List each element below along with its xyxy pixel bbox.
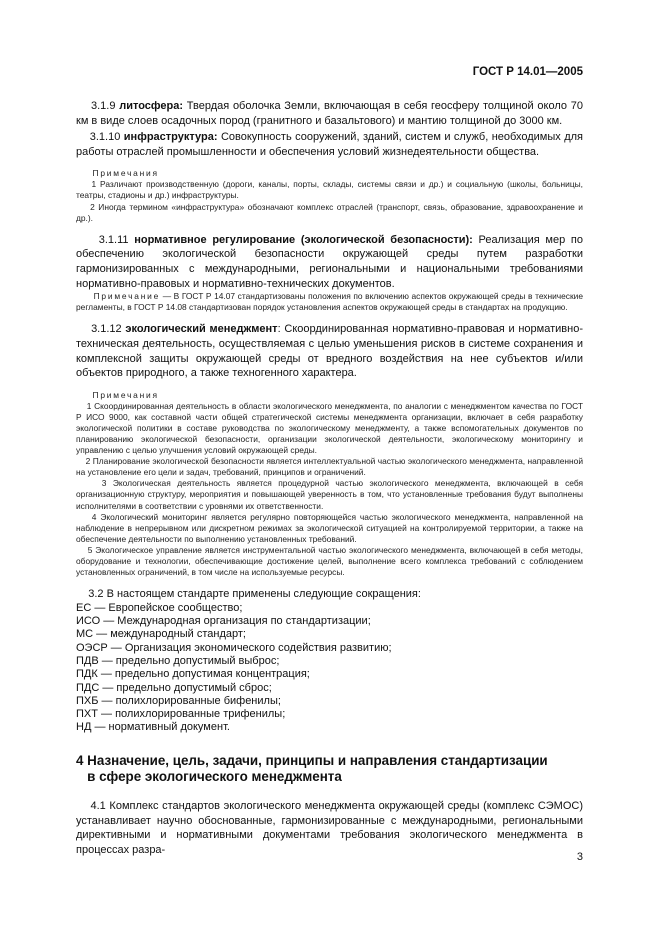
note-text: — В ГОСТ Р 14.07 стандартизованы положения по включению аспектов окружающей среды в технические регламенты, в ГОСТ Р 14.08 стандартизован порядок установления аспектов окружающей среды в стандартах на продукцию. xyxy=(76,291,583,313)
notes-heading: Примечания xyxy=(76,168,159,179)
note-label: Примечание xyxy=(76,291,161,302)
document-header: ГОСТ Р 14.01—2005 xyxy=(472,66,583,78)
abbreviation-item: ИСО — Международная организация по стандартизации; xyxy=(76,615,371,628)
note-item: 2 Планирование экологической безопасности является интеллектуальной частью экологического менеджмента, направленной на установление его цели и задач, требований, принципов и ограничений. xyxy=(76,456,583,478)
note-item: 4 Экологический мониторинг является регулярно повторяющейся частью экологического менеджмента, направленной на наблюдение в непрерывном или дискретном режимах за экологической ситуацией на контролируемой территории, а также на обеспечение деятельности по выполнению установленных требований. xyxy=(76,511,583,544)
notes-infrastructure xyxy=(76,168,583,223)
abbreviations-list xyxy=(76,602,583,735)
definition-3-1-9 xyxy=(76,99,583,128)
abbreviation-item: ПДК — предельно допустимая концентрация; xyxy=(76,668,310,681)
page-number: 3 xyxy=(576,851,583,863)
section-title-line: в сфере экологического менеджмента xyxy=(76,769,342,785)
definition-3-1-11 xyxy=(76,233,583,291)
definition-term: экологический менеджмент xyxy=(125,323,278,336)
section-4-heading xyxy=(76,753,583,786)
notes-management xyxy=(76,390,583,579)
definition-term: литосфера: xyxy=(119,100,184,112)
definition-3-1-10 xyxy=(76,130,583,159)
note-item: 1 Различают производственную (дороги, каналы, порты, склады, системы связи и др.) и социальную (школы, больницы, театры, стадионы и др.) инфраструктуры. xyxy=(76,179,583,201)
definition-text: Реализация мер по обеспечению экологической безопасности окружающей среды путем разработки гармонизированных с международными, региональными и национальными требованиями нормативно-правовых и нормативно-технических документов. xyxy=(76,233,583,290)
definition-3-1-12 xyxy=(76,322,583,380)
abbreviation-item: ПДС — предельно допустимый сброс; xyxy=(76,681,272,694)
section-title-line: 4 Назначение, цель, задачи, принципы и направления стандартизации xyxy=(76,752,548,768)
abbreviation-item: МС — международный стандарт; xyxy=(76,628,246,641)
abbreviation-item: ЕС — Европейское сообщество; xyxy=(76,601,243,614)
abbreviation-item: ПХБ — полихлорированные бифенилы; xyxy=(76,694,281,707)
note-item: 5 Экологическое управление является инструментальной частью экологического менеджмента, включающей в себя методы, оборудование и технологии, обеспечивающие достижение целей, выполнение всего комплекса требований с соблюдением установленных ограничений, в том числе на используемые ресурсы. xyxy=(76,544,583,578)
abbreviation-item: ПДВ — предельно допустимый выброс; xyxy=(76,654,280,667)
note-item: 3 Экологическая деятельность является процедурной частью экологического менеджмента, включающей в себя организационную структуру, мероприятия и повышающей уверенность в том, что установленные требования будут выполнены исполнителями в соответствии с уровнями их ответственности. xyxy=(76,478,583,511)
paragraph-4-1: 4.1 Комплекс стандартов экологического менеджмента окружающей среды (комплекс СЭМОС) устанавливает научно обоснованные, гармонизированные с международными, региональными директивными и нормативными документами требования экологического менеджмента в процессах разра- xyxy=(76,799,583,856)
note-item: 2 Иногда термином «инфраструктура» обозначают комплекс отраслей (транспорт, связь, образование, здравоохранение и др.). xyxy=(76,201,583,223)
definition-number: 3.1.11 xyxy=(76,233,135,246)
definition-text: : Скоординированная нормативно-правовая и нормативно-техническая деятельность, осуществляемая с целью уменьшения рисков в системе сохранения и комплексной защиты окружающей среды от вредного воздействия на нее субъектов и/или объектов природного, а также техногенного характера. xyxy=(76,323,583,380)
abbreviation-item: ПХТ — полихлорированные трифенилы; xyxy=(76,708,286,721)
notes-heading: Примечания xyxy=(76,389,159,400)
abbreviation-item: НД — нормативный документ. xyxy=(76,721,230,734)
abbreviations-intro: 3.2 В настоящем стандарте применены следующие сокращения: xyxy=(76,588,421,601)
note-item: 1 Скоординированная деятельность в области экологического менеджмента, по аналогии с менеджментом качества по ГОСТ Р ИСО 9000, как составной части общей стратегической системы менеджмента организации, включает в себя разработку экологической политики в составе руководства по экологическому менеджменту, а также вспомогательных документов по планированию экологической безопасности, организации экологической деятельности, экологическому мониторингу и управлению с целью улучшения условий окружающей среды. xyxy=(76,400,583,456)
definition-number: 3.1.12 xyxy=(76,323,126,336)
definition-number: 3.1.10 xyxy=(76,131,124,144)
definition-term: инфраструктура: xyxy=(123,131,218,144)
definition-term: нормативное регулирование (экологической безопасности): xyxy=(134,233,473,246)
note-regulation xyxy=(76,291,583,313)
definition-text: Совокупность сооружений, зданий, систем и служб, необходимых для работы отраслей промышленности и обеспечения условий жизнедеятельности общества. xyxy=(76,131,583,158)
definition-text: Твердая оболочка Земли, включающая в себя геосферу толщиной около 70 км в виде слоев осадочных пород (гранитного и базальтового) и мантию толщиной до 3000 км. xyxy=(76,100,583,127)
abbreviation-item: ОЭСР — Организация экономического содействия развитию; xyxy=(76,641,392,654)
definition-number: 3.1.9 xyxy=(76,100,120,112)
